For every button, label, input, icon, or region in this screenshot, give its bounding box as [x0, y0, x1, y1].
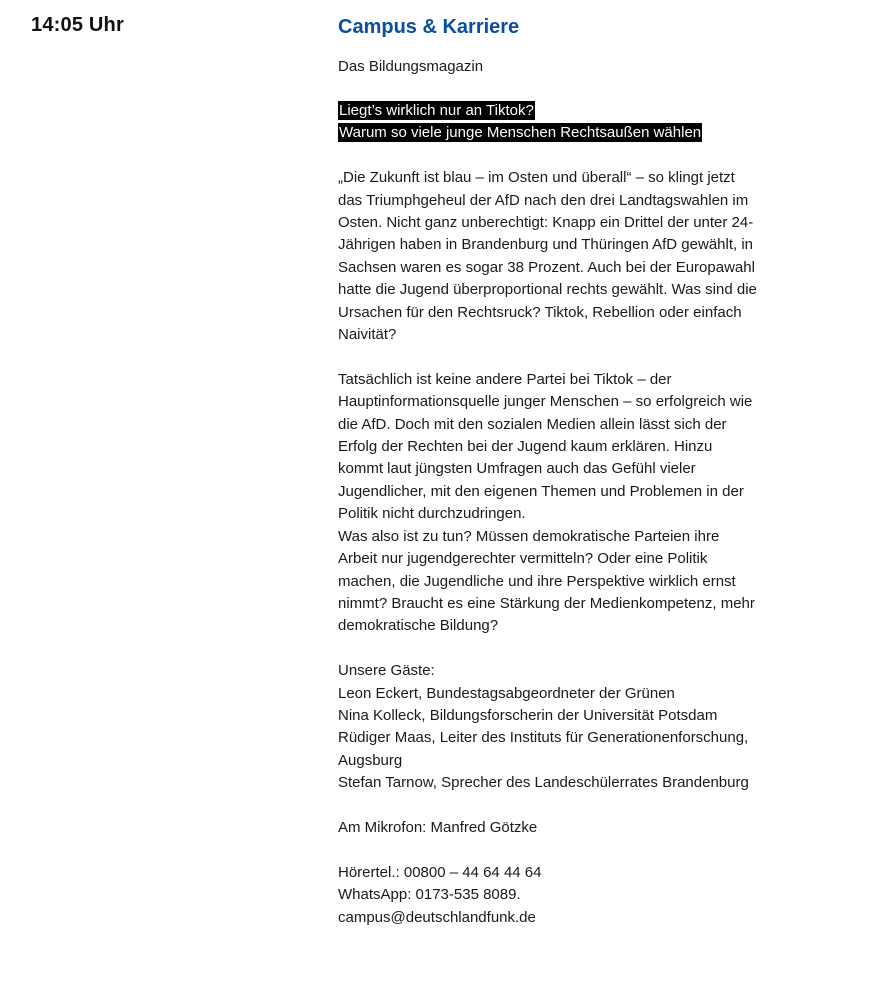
listener-phone[interactable]: Hörertel.: 00800 – 44 64 44 64: [338, 863, 542, 881]
show-subtitle: Das Bildungsmagazin: [338, 58, 484, 75]
whatsapp-number[interactable]: WhatsApp: 0173-535 8089.: [338, 886, 521, 904]
guest-item: Rüdiger Maas, Leiter des Instituts für Generationenforschung, Augsburg: [338, 729, 749, 769]
headline-line-2: Warum so viele junge Menschen Rechtsaußen wählen: [339, 124, 702, 142]
guest-item: Stefan Tarnow, Sprecher des Landeschülerrates Brandenburg: [338, 774, 749, 792]
program-entry: [338, 14, 758, 929]
broadcast-time: 14:05 Uhr: [31, 14, 124, 36]
contact-section: [338, 862, 758, 929]
guest-item: Nina Kolleck, Bildungsforscherin der Universität Potsdam: [338, 706, 718, 724]
contact-email-link[interactable]: campus@deutschlandfunk.de: [338, 908, 536, 926]
headline-line-1: Liegt’s wirklich nur an Tiktok?: [339, 102, 534, 119]
host-line: Am Mikrofon: Manfred Götzke: [338, 818, 538, 836]
guests-section: [338, 660, 758, 794]
guest-item: Leon Eckert, Bundestagsabgeordneter der Grünen: [338, 684, 675, 702]
description-paragraph-2: Tatsächlich ist keine andere Partei bei Tiktok – der Hauptinformationsquelle junger Menschen – so erfolgreich wie die AfD. Doch mit den sozialen Medien allein lässt sich der Erfolg der Rechten bei der Jugend kaum erklären. Hinzu kommt laut jüngsten Umfragen auch das Gefühl vieler Jugendlicher, mit den eigenen Themen und Problemen in der Politik nicht durchzudringen.: [338, 370, 753, 523]
show-title[interactable]: Campus & Karriere: [338, 16, 520, 38]
description-paragraph-3: Was also ist zu tun? Müssen demokratische Parteien ihre Arbeit nur jugendgerechter vermitteln? Oder eine Politik machen, die Jugendliche und ihre Perspektive wirklich ernst nimmt? Braucht es eine Stärkung der Medienkompetenz, mehr demokratische Bildung?: [338, 527, 755, 635]
episode-headline: [338, 100, 758, 145]
description-paragraph-1: „Die Zukunft ist blau – im Osten und überall“ – so klingt jetzt das Triumphgeheul der AfD nach den drei Landtagswahlen im Osten. Nicht ganz unberechtigt: Knapp ein Drittel der unter 24-Jährigen haben in Brandenburg und Thüringen AfD gewählt, in Sachsen waren es sogar 38 Prozent. Auch bei der Europawahl hatte die Jugend überproportional rechts gewählt. Was sind die Ursachen für den Rechtsruck? Tiktok, Rebellion oder einfach Naivität?: [338, 169, 757, 344]
guests-heading: Unsere Gäste:: [338, 662, 435, 680]
